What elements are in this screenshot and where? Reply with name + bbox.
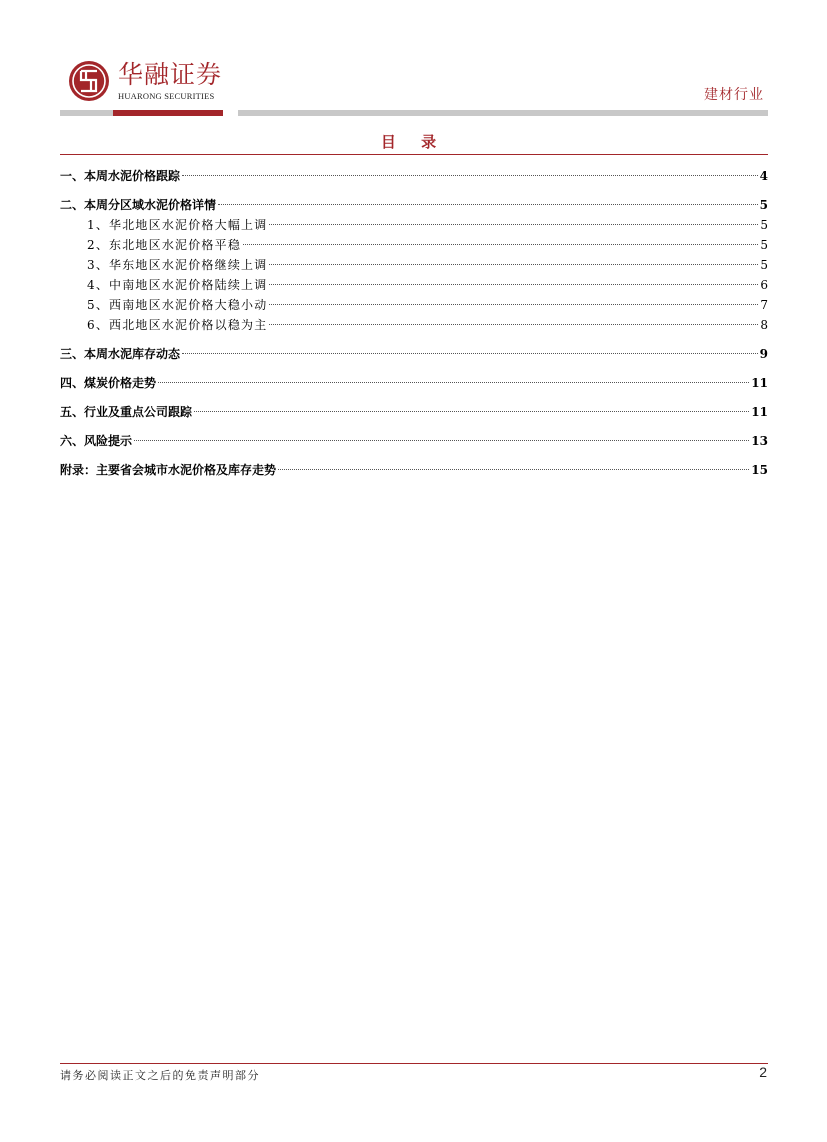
- toc-entry-page: 7: [760, 298, 768, 312]
- toc-divider: [60, 154, 768, 155]
- toc-spacer: [60, 393, 768, 402]
- footer-disclaimer: 请务必阅读正文之后的免责声明部分: [60, 1069, 260, 1082]
- toc-entry-section[interactable]: [60, 344, 768, 364]
- toc-entry-section[interactable]: [60, 166, 768, 186]
- header-bar-red: [113, 110, 223, 116]
- toc-spacer: [60, 422, 768, 431]
- toc-entry-section[interactable]: [60, 431, 768, 451]
- toc-leader-dots: [278, 469, 749, 470]
- toc-leader-dots: [158, 382, 749, 383]
- toc-entry-page: 5: [760, 218, 768, 232]
- toc-entry-page: 4: [759, 169, 768, 183]
- toc-entry-text: 三、本周水泥库存动态: [60, 347, 181, 361]
- toc-entry-subsection[interactable]: [60, 235, 768, 255]
- footer-divider: [60, 1063, 768, 1064]
- table-of-contents: [60, 166, 768, 480]
- toc-entry-section[interactable]: [60, 402, 768, 422]
- toc-spacer: [60, 364, 768, 373]
- toc-entry-text: 3、华东地区水泥价格继续上调: [87, 258, 268, 272]
- company-logo: [68, 58, 223, 104]
- toc-leader-dots: [218, 204, 758, 205]
- toc-entry-page: 5: [759, 198, 768, 212]
- toc-leader-dots: [134, 440, 749, 441]
- toc-title: 目 录: [380, 133, 447, 151]
- toc-leader-dots: [194, 411, 749, 412]
- toc-entry-page: 5: [760, 258, 768, 272]
- toc-entry-page: 15: [751, 463, 768, 477]
- header-bar-gray-left: [60, 110, 113, 116]
- logo-english-name: HUARONG SECURITIES: [118, 91, 215, 101]
- toc-leader-dots: [269, 224, 758, 225]
- toc-entry-section[interactable]: [60, 195, 768, 215]
- toc-entry-subsection[interactable]: [60, 315, 768, 335]
- toc-leader-dots: [269, 264, 758, 265]
- toc-entry-subsection[interactable]: [60, 255, 768, 275]
- toc-entry-page: 5: [760, 238, 768, 252]
- toc-entry-page: 6: [760, 278, 768, 292]
- toc-leader-dots: [243, 244, 758, 245]
- toc-leader-dots: [269, 324, 758, 325]
- toc-leader-dots: [269, 304, 758, 305]
- logo-chinese-name: 华融证券: [118, 60, 223, 89]
- toc-entry-subsection[interactable]: [60, 215, 768, 235]
- toc-entry-text: 一、本周水泥价格跟踪: [60, 169, 181, 183]
- huarong-logo-icon: [68, 60, 110, 102]
- toc-entry-section[interactable]: [60, 373, 768, 393]
- toc-entry-text: 6、西北地区水泥价格以稳为主: [87, 318, 268, 332]
- toc-spacer: [60, 186, 768, 195]
- toc-entry-section[interactable]: [60, 460, 768, 480]
- toc-entry-page: 8: [760, 318, 768, 332]
- toc-entry-text: 二、本周分区域水泥价格详情: [60, 198, 217, 212]
- industry-label: 建材行业: [704, 87, 764, 103]
- toc-spacer: [60, 451, 768, 460]
- toc-entry-text: 六、风险提示: [60, 434, 133, 448]
- toc-entry-page: 11: [751, 405, 768, 419]
- toc-spacer: [60, 335, 768, 344]
- toc-entry-text: 附录：主要省会城市水泥价格及库存走势: [60, 463, 277, 477]
- header-bar-gray-right: [238, 110, 768, 116]
- toc-leader-dots: [182, 175, 758, 176]
- toc-entry-subsection[interactable]: [60, 275, 768, 295]
- toc-entry-text: 1、华北地区水泥价格大幅上调: [87, 218, 268, 232]
- toc-entry-page: 13: [751, 434, 768, 448]
- toc-entry-page: 11: [751, 376, 768, 390]
- toc-leader-dots: [182, 353, 758, 354]
- page-number: 2: [759, 1064, 767, 1080]
- toc-entry-page: 9: [759, 347, 768, 361]
- toc-entry-text: 5、西南地区水泥价格大稳小动: [87, 298, 268, 312]
- toc-entry-subsection[interactable]: [60, 295, 768, 315]
- toc-entry-text: 五、行业及重点公司跟踪: [60, 405, 193, 419]
- toc-entry-text: 四、煤炭价格走势: [60, 376, 157, 390]
- toc-entry-text: 4、中南地区水泥价格陆续上调: [87, 278, 268, 292]
- toc-leader-dots: [269, 284, 758, 285]
- toc-entry-text: 2、东北地区水泥价格平稳: [87, 238, 242, 252]
